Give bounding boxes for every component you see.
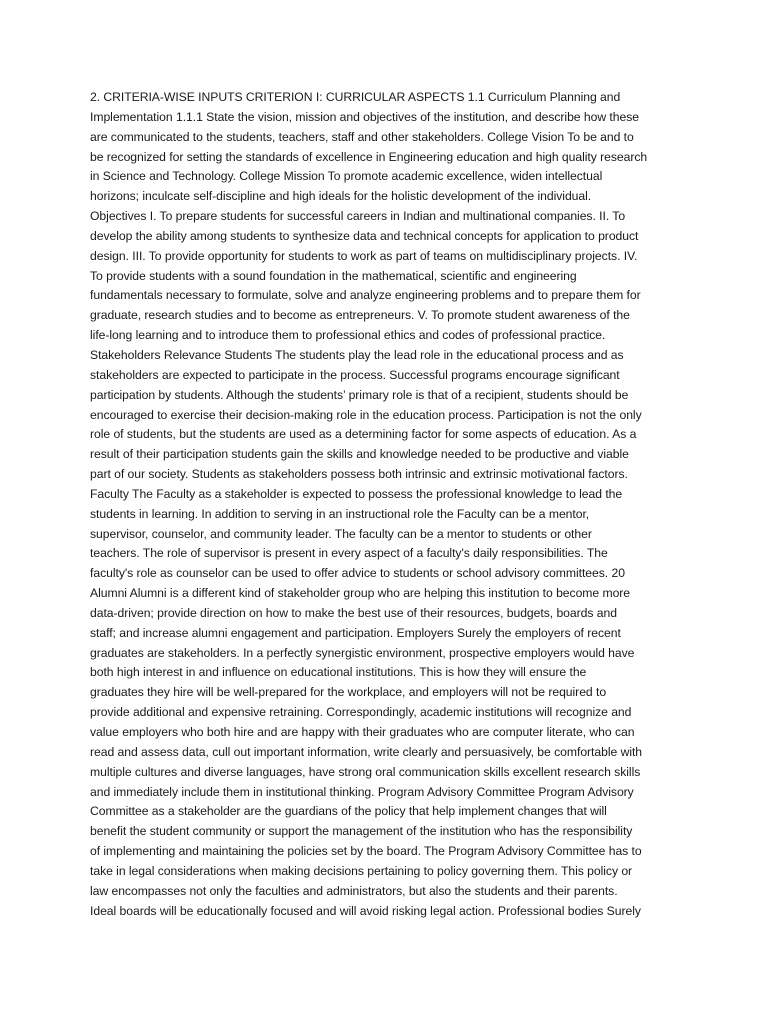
text-line: law encompasses not only the faculties and administrators, but also the students and their parents. xyxy=(90,883,618,898)
text-line: benefit the student community or support the management of the institution who has the responsibility xyxy=(90,824,633,839)
text-line: be recognized for setting the standards of excellence in Engineering education and high quality research xyxy=(90,149,648,164)
text-line: develop the ability among students to synthesize data and technical concepts for application to product xyxy=(90,228,639,243)
text-line: and immediately include them in institutional thinking. Program Advisory Committee Program Advisory xyxy=(90,784,634,799)
text-line: Ideal boards will be educationally focused and will avoid risking legal action. Professional bodies Surely xyxy=(90,903,641,918)
text-line: take in legal considerations when making decisions pertaining to policy governing them. This policy or xyxy=(90,863,633,878)
text-line: Committee as a stakeholder are the guardians of the policy that help implement changes that will xyxy=(90,804,607,819)
text-line: students in learning. In addition to serving in an instructional role the Faculty can be a mentor, xyxy=(90,506,590,521)
text-line: participation by students. Although the students’ primary role is that of a recipient, students should be xyxy=(90,387,629,402)
text-line: graduates are stakeholders. In a perfectly synergistic environment, prospective employers would have xyxy=(90,645,635,660)
text-line: life-long learning and to introduce them to professional ethics and codes of professional practice. xyxy=(90,328,606,343)
text-line: horizons; inculcate self-discipline and high ideals for the holistic development of the individual. xyxy=(90,189,592,204)
text-line: staff; and increase alumni engagement and participation. Employers Surely the employers of recent xyxy=(90,625,621,640)
text-line: Alumni Alumni is a different kind of stakeholder group who are helping this institution to become more xyxy=(90,586,631,601)
text-line: Objectives I. To prepare students for successful careers in Indian and multinational companies. II. To xyxy=(90,209,626,224)
text-line: faculty's role as counselor can be used to offer advice to students or school advisory committees. 20 xyxy=(90,566,625,581)
text-line: fundamentals necessary to formulate, solve and analyze engineering problems and to prepare them for xyxy=(90,288,641,303)
text-line: role of students, but the students are used as a determining factor for some aspects of education. As a xyxy=(90,427,637,442)
text-line: stakeholders are expected to participate in the process. Successful programs encourage significant xyxy=(90,367,620,382)
text-line: Faculty The Faculty as a stakeholder is expected to possess the professional knowledge to lead the xyxy=(90,486,623,501)
text-line: Implementation 1.1.1 State the vision, mission and objectives of the institution, and describe how these xyxy=(90,109,639,124)
text-line: result of their participation students gain the skills and knowledge needed to be productive and viable xyxy=(90,447,629,462)
text-line: Stakeholders Relevance Students The students play the lead role in the educational process and as xyxy=(90,347,624,362)
text-line: both high interest in and influence on educational institutions. This is how they will ensure the xyxy=(90,665,587,680)
text-line: read and assess data, cull out important information, write clearly and persuasively, be comfortable with xyxy=(90,744,643,759)
text-line: graduates they hire will be well-prepared for the workplace, and employers will not be required to xyxy=(90,685,607,700)
text-line: To provide students with a sound foundation in the mathematical, scientific and engineering xyxy=(90,268,577,283)
text-line: supervisor, counselor, and community leader. The faculty can be a mentor to students or other xyxy=(90,526,592,541)
text-line: 2. CRITERIA-WISE INPUTS CRITERION I: CURRICULAR ASPECTS 1.1 Curriculum Planning and xyxy=(90,90,621,104)
text-line: graduate, research studies and to become as entrepreneurs. V. To promote student awareness of the xyxy=(90,308,630,323)
text-line: part of our society. Students as stakeholders possess both intrinsic and extrinsic motivational factors. xyxy=(90,467,628,482)
text-line: design. III. To provide opportunity for students to work as part of teams on multidisciplinary projects. IV. xyxy=(90,248,638,263)
text-line: multiple cultures and diverse languages, have strong oral communication skills excellent research skills xyxy=(90,764,641,779)
text-line: data-driven; provide direction on how to make the best use of their resources, budgets, boards and xyxy=(90,605,617,620)
text-line: teachers. The role of supervisor is present in every aspect of a faculty's daily responsibilities. The xyxy=(90,546,608,561)
text-line: encouraged to exercise their decision-making role in the education process. Participation is not the only xyxy=(90,407,642,422)
text-line: of implementing and maintaining the policies set by the board. The Program Advisory Committee has to xyxy=(90,844,642,859)
text-line: provide additional and expensive retraining. Correspondingly, academic institutions will recognize and xyxy=(90,705,632,720)
text-line: value employers who both hire and are happy with their graduates who are computer literate, who can xyxy=(90,725,635,739)
document-body-text xyxy=(90,88,690,921)
text-line: in Science and Technology. College Mission To promote academic excellence, widen intellectual xyxy=(90,169,603,184)
text-line: are communicated to the students, teachers, staff and other stakeholders. College Vision To be and to xyxy=(90,129,634,144)
